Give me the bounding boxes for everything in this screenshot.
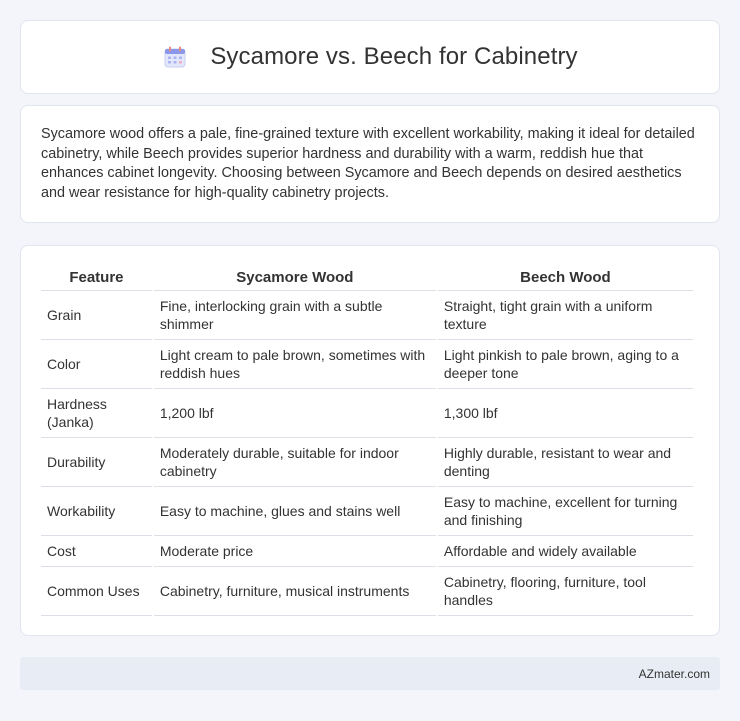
beech-cell: 1,300 lbf bbox=[438, 389, 693, 438]
footer bbox=[20, 657, 720, 690]
sycamore-cell: 1,200 lbf bbox=[154, 389, 436, 438]
beech-cell: Highly durable, resistant to wear and denting bbox=[438, 438, 693, 487]
comparison-table bbox=[39, 265, 695, 616]
feature-cell: Grain bbox=[41, 291, 152, 340]
feature-cell: Durability bbox=[41, 438, 152, 487]
footer-brand: AZmater.com bbox=[638, 666, 710, 681]
column-header-feature: Feature bbox=[41, 265, 152, 291]
comparison-card bbox=[20, 245, 720, 636]
column-header-sycamore: Sycamore Wood bbox=[154, 265, 436, 291]
table-row bbox=[41, 291, 693, 340]
sycamore-cell: Cabinetry, furniture, musical instruments bbox=[154, 567, 436, 616]
table-row bbox=[41, 567, 693, 616]
feature-cell: Common Uses bbox=[41, 567, 152, 616]
sycamore-cell: Moderate price bbox=[154, 536, 436, 567]
sycamore-cell: Easy to machine, glues and stains well bbox=[154, 487, 436, 536]
calendar-icon bbox=[162, 44, 188, 70]
table-row bbox=[41, 536, 693, 567]
table-row bbox=[41, 389, 693, 438]
beech-cell: Cabinetry, flooring, furniture, tool handles bbox=[438, 567, 693, 616]
sycamore-cell: Fine, interlocking grain with a subtle shimmer bbox=[154, 291, 436, 340]
table-header-row bbox=[41, 265, 693, 291]
beech-cell: Straight, tight grain with a uniform texture bbox=[438, 291, 693, 340]
intro-card bbox=[20, 105, 720, 223]
title-card bbox=[20, 20, 720, 94]
beech-cell: Light pinkish to pale brown, aging to a deeper tone bbox=[438, 340, 693, 389]
page-title: Sycamore vs. Beech for Cabinetry bbox=[210, 43, 578, 70]
feature-cell: Cost bbox=[41, 536, 152, 567]
table-row bbox=[41, 487, 693, 536]
feature-cell: Color bbox=[41, 340, 152, 389]
feature-cell: Hardness (Janka) bbox=[41, 389, 152, 438]
sycamore-cell: Light cream to pale brown, sometimes with reddish hues bbox=[154, 340, 436, 389]
beech-cell: Easy to machine, excellent for turning and finishing bbox=[438, 487, 693, 536]
beech-cell: Affordable and widely available bbox=[438, 536, 693, 567]
column-header-beech: Beech Wood bbox=[438, 265, 693, 291]
table-row bbox=[41, 438, 693, 487]
table-row bbox=[41, 340, 693, 389]
sycamore-cell: Moderately durable, suitable for indoor cabinetry bbox=[154, 438, 436, 487]
intro-paragraph: Sycamore wood offers a pale, fine-grained texture with excellent workability, making it ideal for detailed cabinetry, while Beech provides superior hardness and durability with a warm, reddish hue that enhances cabinet longevity. Choosing between Sycamore and Beech depends on desired aesthetics and wear resistance for high-quality cabinetry projects. bbox=[41, 126, 695, 201]
feature-cell: Workability bbox=[41, 487, 152, 536]
